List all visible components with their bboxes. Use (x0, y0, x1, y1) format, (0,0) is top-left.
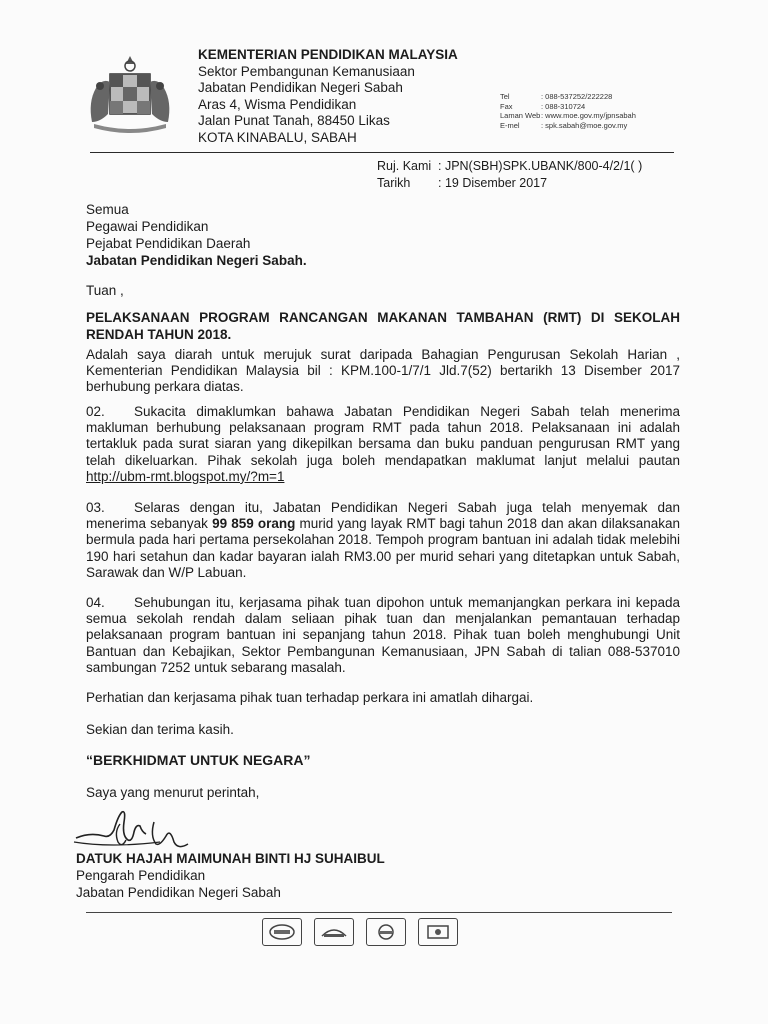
paragraph-text: Selaras dengan itu, Jabatan Pendidikan Negeri Sabah juga telah menyemak dan menerima sebanyak (86, 500, 680, 532)
footer-divider (86, 912, 672, 913)
address-city: KOTA KINABALU, SABAH (198, 129, 357, 145)
motto: “BERKHIDMAT UNTUK NEGARA” (86, 752, 311, 768)
signer-department: Jabatan Pendidikan Negeri Sabah (76, 885, 281, 900)
recipient-line: Pejabat Pendidikan Daerah (86, 236, 251, 251)
standards-badge-icon (314, 918, 354, 946)
certification-badge-icon (418, 918, 458, 946)
address-line: Aras 4, Wisma Pendidikan (198, 96, 357, 112)
paragraph-text: Sukacita dimaklumkan bahawa Jabatan Pendidikan Negeri Sabah telah menerima makluman berhubung pelaksanaan program RMT pada tahun 2018. Pelaksanaan ini adalah tertakluk pada surat siaran yang dikepilkan bersama dan buku panduan pengurusan RMT yang telah dikeluarkan. Pihak sekolah juga boleh mendapatkan maklumat lanjut melalui pautan (86, 404, 680, 468)
reference-date: Tarikh : 19 Disember 2017 (377, 175, 548, 190)
contact-web: Laman Web : www.moe.gov.my/jpnsabah (500, 111, 636, 121)
recipient-department: Jabatan Pendidikan Negeri Sabah. (86, 253, 307, 268)
ministry-name: KEMENTERIAN PENDIDIKAN MALAYSIA (198, 47, 458, 62)
paragraph-number: 04. (86, 595, 105, 610)
salutation: Tuan , (86, 283, 124, 298)
rmt-blog-link[interactable]: http://ubm-rmt.blogspot.my/?m=1 (86, 468, 285, 484)
pupil-count: 99 859 orang (212, 516, 296, 532)
malaysia-coat-of-arms-logo (80, 52, 180, 136)
paragraph-number: 03. (86, 500, 105, 515)
signer-title: Pengarah Pendidikan (76, 868, 206, 883)
reference-block (377, 158, 642, 191)
paragraph-1: Adalah saya diarah untuk merujuk surat daripada Bahagian Pengurusan Sekolah Harian , Kementerian Pendidikan Malaysia bil : KPM.100-1/7/1 Jld.7(52) bertarikh 13 Disember 2017 berhubung perkara diatas. (86, 347, 680, 395)
address-line: Jalan Punat Tanah, 88450 Likas (198, 113, 390, 128)
recipient-line: Semua (86, 202, 129, 217)
thank-you-line: Sekian dan terima kasih. (86, 722, 234, 737)
paragraph-3 (86, 500, 680, 581)
handwritten-signature (70, 802, 210, 854)
sector-name: Sektor Pembangunan Kemanusiaan (198, 63, 415, 79)
certification-badge-icon (262, 918, 302, 946)
paragraph-text: Sehubungan itu, kerjasama pihak tuan dipohon untuk memanjangkan perkara ini kepada semua sekolah rendah dalam seliaan pihak tuan dan menjalankan pemantauan terhadap pelaksanaan program bantuan ini sepanjang tahun 2018. Pihak tuan boleh menghubungi Unit Bantuan dan Kebajikan, Sektor Pembangunan Kemanusiaan, JPN Sabah di talian 088-537010 sambungan 7252 untuk sebarang masalah. (86, 595, 680, 675)
paragraph-number: 02. (86, 404, 105, 419)
paragraph-2 (86, 404, 680, 485)
header-divider (90, 152, 674, 153)
contact-tel: Tel : 088-537252/222228 (500, 92, 613, 101)
recipient-line: Pegawai Pendidikan (86, 219, 209, 234)
recipient-address (86, 201, 307, 269)
appreciation-line: Perhatian dan kerjasama pihak tuan terhadap perkara ini amatlah dihargai. (86, 690, 534, 705)
paragraph-4 (86, 595, 680, 676)
reference-number: Ruj. Kami : JPN(SBH)SPK.UBANK/800-4/2/1( ) (377, 159, 643, 173)
signer-name: DATUK HAJAH MAIMUNAH BINTI HJ SUHAIBUL (76, 851, 385, 866)
contact-email: E-mel : spk.sabah@moe.gov.my (500, 120, 628, 130)
paragraph-text: murid yang layak RMT bagi tahun 2018 dan akan dilaksanakan bermula pada hari pertama persekolahan 2018. Tempoh program bantuan ini adalah tidak melebihi 190 hari setahun dan kadar bayaran ialah RM3.00 per murid sehari yang ditetapkan untuk Sabah, Sarawak dan W/P Labuan. (86, 516, 680, 580)
letter-subject: PELAKSANAAN PROGRAM RANCANGAN MAKANAN TAMBAHAN (RMT) DI SEKOLAH RENDAH TAHUN 2018. (86, 310, 680, 342)
department-name: Jabatan Pendidikan Negeri Sabah (198, 80, 403, 95)
certification-badge-icon (366, 918, 406, 946)
closing-line: Saya yang menurut perintah, (86, 785, 260, 800)
signer-block (76, 850, 385, 901)
contact-fax: Fax : 088-310724 (500, 101, 586, 111)
letterhead-address (198, 47, 458, 146)
contact-block (500, 92, 636, 130)
certification-logos (262, 918, 458, 946)
